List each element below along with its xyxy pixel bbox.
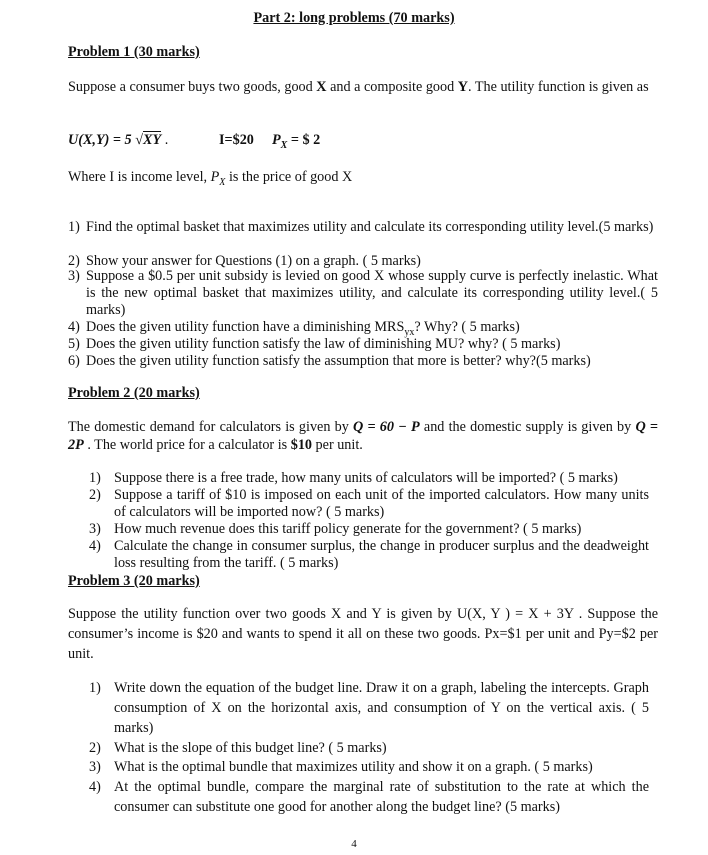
price-px: $P_X$ = $ 2: [272, 132, 321, 151]
problem3-question-3: 3) What is the optimal bundle that maximizes utility and show it on a graph. ( 5 marks): [89, 759, 593, 775]
problem1-question-2: 2) Show your answer for Questions (1) on a graph. ( 5 marks): [68, 253, 421, 269]
problem2-question-3: 3) How much revenue does this tariff policy generate for the government? ( 5 marks): [89, 521, 582, 537]
problem3-intro: Suppose the utility function over two goods X and Y is given by U(X, Y ) = X + 3Y . Suppose the consumer’s income is $20 and wants to spend it all on these two goods. Px=$1 per unit and Py=$2 per unit.: [68, 606, 658, 662]
problem3-heading: Problem 3 (20 marks): [68, 573, 200, 589]
utility-function: U(X,Y) = 5 √XY .: [68, 132, 169, 148]
problem1-question-3: 3) Suppose a $0.5 per unit subsidy is levied on good X whose supply curve is perfectly inelastic. What is the new optimal basket that maximizes utility, and calculate its corresponding utility level.( 5 marks): [68, 268, 658, 318]
where-line: Where I is income level, $P_X$ is the price of good X: [68, 169, 353, 188]
problem1-question-6: 6) Does the given utility function satisfy the assumption that more is better? why?(5 marks): [68, 353, 591, 369]
problem1-question-1: 1) Find the optimal basket that maximizes utility and calculate its corresponding utility level.(5 marks): [68, 219, 654, 235]
problem2-intro: The domestic demand for calculators is given by Q = 60 − P and the domestic supply is given by Q = 2P . The world price for a calculator is $10 per unit.: [68, 419, 658, 453]
problem3-question-4: 4) At the optimal bundle, compare the marginal rate of substitution to the rate at which the consumer can substitute one good for another along the budget line? (5 marks): [89, 779, 649, 815]
problem3-question-1: 1) Write down the equation of the budget line. Draw it on a graph, labeling the intercepts. Graph consumption of X on the horizontal axis, and consumption of Y on the vertical axis. ( 5 marks): [89, 680, 649, 736]
part-title: Part 2: long problems (70 marks): [253, 10, 455, 26]
problem2-question-2: 2) Suppose a tariff of $10 is imposed on each unit of the imported calculators. How many units of calculators will be imported now? ( 5 marks): [89, 487, 649, 520]
problem3-question-2: 2) What is the slope of this budget line? ( 5 marks): [89, 740, 387, 756]
problem1-question-5: 5) Does the given utility function satisfy the law of diminishing MU? why? ( 5 marks): [68, 336, 561, 352]
income-value: I=$20: [219, 132, 254, 148]
problem2-question-1: 1) Suppose there is a free trade, how many units of calculators will be imported? ( 5 marks): [89, 470, 618, 486]
problem2-heading: Problem 2 (20 marks): [68, 385, 200, 401]
problem1-question-4: 4) Does the given utility function have a diminishing $MRS_{yx}$? Why? ( 5 marks): [68, 319, 520, 338]
problem1-intro: Suppose a consumer buys two goods, good X and a composite good Y. The utility function is given as: [68, 79, 649, 95]
page-number: 4: [351, 838, 357, 850]
problem2-question-4: 4) Calculate the change in consumer surplus, the change in producer surplus and the deadweight loss resulting from the tariff. ( 5 marks): [89, 538, 649, 571]
problem1-heading: Problem 1 (30 marks): [68, 44, 200, 60]
